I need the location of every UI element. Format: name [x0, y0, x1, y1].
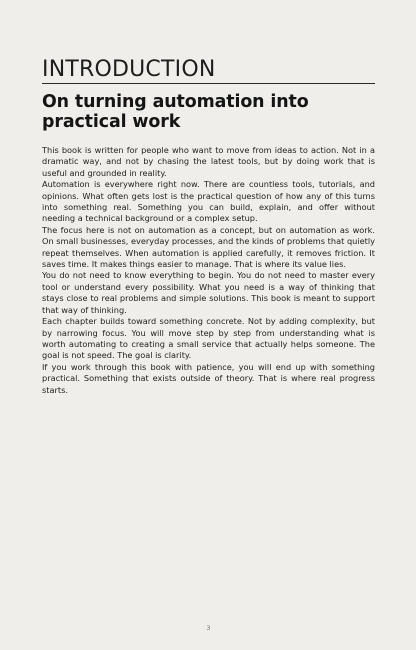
chapter-title: On turning automation into practical work: [42, 92, 309, 132]
paragraph: If you work through this book with patience, you will end up with something practical. Something that exists outside of theory. That is where real progress starts.: [42, 361, 375, 395]
page-number: 3: [206, 624, 211, 632]
section-label: INTRODUCTION: [42, 57, 216, 82]
book-page: [42, 0, 375, 650]
body-text: [42, 145, 375, 396]
heading-divider: [42, 83, 375, 84]
paragraph: This book is written for people who want to move from ideas to action. Not in a dramatic way, and not by chasing the latest tools, but by doing work that is useful and grounded in reality.: [42, 145, 375, 178]
paragraph: Each chapter builds toward something concrete. Not by adding complexity, but by narrowing focus. You will move step by step from understanding what is worth automating to creating a small service that actually helps someone. The goal is not speed. The goal is clarity.: [42, 316, 375, 361]
paragraph: You do not need to know everything to begin. You do not need to master every tool or understand every possibility. What you need is a way of thinking that stays close to real problems and simple solutions. This book is meant to support that way of thinking.: [42, 270, 375, 315]
paragraph: Automation is everywhere right now. There are countless tools, tutorials, and opinions. What often gets lost is the practical question of how any of this turns into something real. Something you can build, explain, and offer without needing a technical background or a complex setup.: [42, 179, 375, 224]
paragraph: The focus here is not on automation as a concept, but on automation as work. On small businesses, everyday processes, and the kinds of problems that quietly repeat themselves. When automation is applied carefully, it removes friction. It saves time. It makes things easier to manage. That is where its value lies.: [42, 224, 375, 270]
